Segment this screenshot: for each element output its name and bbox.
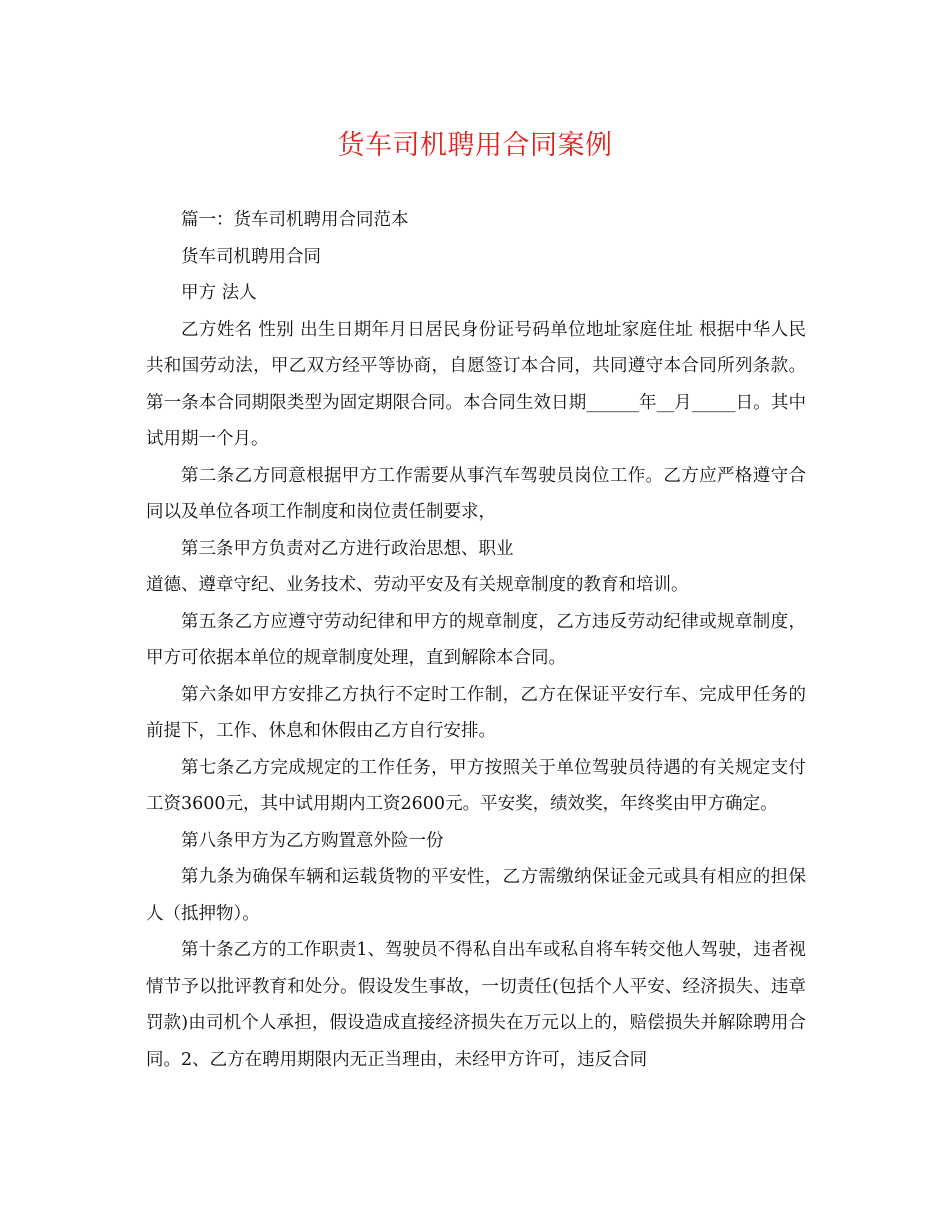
paragraph-article-3: 第三条甲方负责对乙方进行政治思想、职业 [181,538,514,559]
paragraph-article-10: 第十条乙方的工作职责1、驾驶员不得私自出车或私自将车转交他人驾驶，违者视情节予以批评教育和处分。假设发生事故，一切责任(包括个人平安、经济损失、违章罚款)由司机个人承担，假设造成直接经济损失在万元以上的，赔偿损失并解除聘用合同。2、乙方在聘用期限内无正当理由，未经甲方许可，违反合同 [146,940,806,1070]
paragraph-article-8: 第八条甲方为乙方购置意外险一份 [181,830,444,851]
paragraph-article-7: 第七条乙方完成规定的工作任务，甲方按照关于单位驾驶员待遇的有关规定支付工资3600元，其中试用期内工资2600元。平安奖，绩效奖，年终奖由甲方确定。 [146,757,806,814]
document-title: 货车司机聘用合同案例 [337,130,613,161]
paragraph-article-9: 第九条为确保车辆和运载货物的平安性，乙方需缴纳保证金元或具有相应的担保人（抵押物）。 [146,867,806,924]
paragraph-article-6: 第六条如甲方安排乙方执行不定时工作制，乙方在保证平安行车、完成甲任务的前提下，工作、休息和休假由乙方自行安排。 [146,684,806,741]
paragraph-party-a: 甲方 法人 [181,283,257,303]
paragraph-contract-name: 货车司机聘用合同 [181,246,321,267]
document-body [146,202,806,1078]
paragraph-article-2: 第二条乙方同意根据甲方工作需要从事汽车驾驶员岗位工作。乙方应严格遵守合同以及单位各项工作制度和岗位责任制要求， [146,465,806,522]
paragraph-section-heading: 篇一：货车司机聘用合同范本 [181,210,409,230]
paragraph-article-5: 第五条乙方应遵守劳动纪律和甲方的规章制度，乙方违反劳动纪律或规章制度，甲方可依据本单位的规章制度处理，直到解除本合同。 [146,611,806,668]
paragraph-article-3-continued: 道德、遵章守纪、业务技术、劳动平安及有关规章制度的教育和培训。 [146,575,689,595]
paragraph-party-b-and-article-1: 乙方姓名 性别 出生日期年月日居民身份证号码单位地址家庭住址 根据中华人民共和国劳动法，甲乙双方经平等协商，自愿签订本合同，共同遵守本合同所列条款。 第一条本合同期限类型为固定期限合同。本合同生效日期______年__月_____日。其中试用期一个月。 [146,319,806,449]
